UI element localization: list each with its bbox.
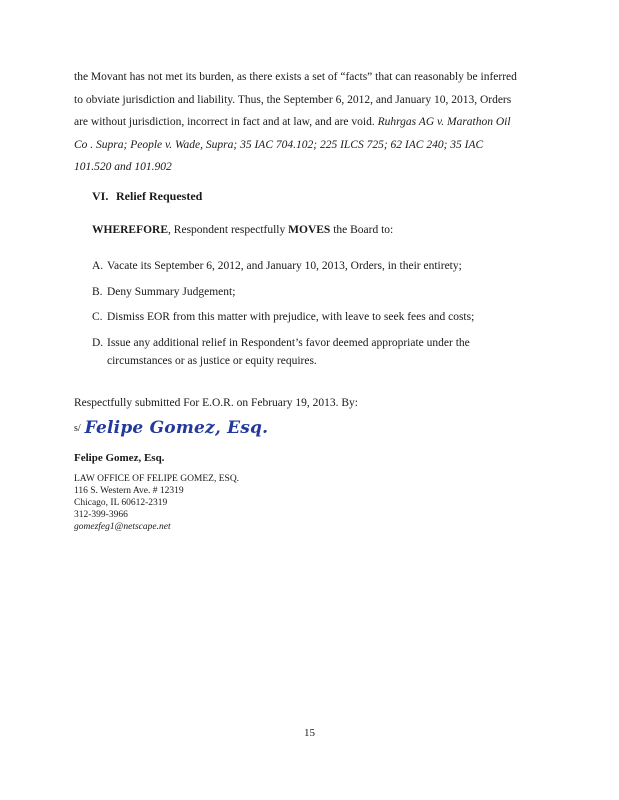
paragraph-line: are without jurisdiction, incorrect in fact and at law, and are void. Ruhrgas AG v. Marathon Oil [74,116,511,128]
email-address: gomezfeg1@netscape.net [74,522,171,532]
address-line: 116 S. Western Ave. # 12319 [74,486,184,496]
phone-number: 312-399-3966 [74,510,128,520]
paragraph-line: the Movant has not met its burden, as there exists a set of “facts” that can reasonably be inferred [74,71,517,83]
signature-prefix: s/ [74,422,81,434]
relief-item [92,334,512,370]
submission-line: Respectfully submitted For E.O.R. on February 19, 2013. By: [74,397,358,409]
relief-item-text: Dismiss EOR from this matter with prejudice, with leave to seek fees and costs; [107,311,475,323]
relief-item [92,308,512,326]
paragraph-line: to obviate jurisdiction and liability. Thus, the September 6, 2012, and January 10, 2013, Orders [74,93,512,106]
relief-item-text: Deny Summary Judgement; [107,286,236,298]
case-citation: Ruhrgas AG v. Marathon Oil [377,116,511,128]
relief-item-text: Issue any additional relief in Respondent’s favor deemed appropriate under the circumstances or as justice or equity requires. [107,337,470,367]
citation-line: Co . Supra; People v. Wade, Supra; 35 IAC 704.102; 225 ILCS 725; 62 IAC 240; 35 IAC [74,138,484,151]
moves-verb: MOVES [288,224,331,236]
section-heading [92,189,202,204]
citation-line: 101.520 and 101.902 [74,161,172,173]
relief-item-letter: C. [92,311,103,323]
relief-item-letter: D. [92,337,104,349]
signer-name: Felipe Gomez, Esq. [74,452,165,464]
relief-item [92,283,512,301]
section-number: VI. [92,189,109,203]
wherefore-clause: WHEREFORE, Respondent respectfully MOVES the Board to: [92,224,394,236]
page-number: 15 [304,727,315,739]
address-line: Chicago, IL 60612-2319 [74,498,168,508]
relief-item-letter: A. [92,260,104,272]
relief-item-text: Vacate its September 6, 2012, and January 10, 2013, Orders, in their entirety; [107,260,462,272]
signature-line [74,418,268,442]
relief-item [92,257,512,275]
relief-item-letter: B. [92,286,103,298]
wherefore-lead: WHEREFORE [92,224,169,236]
firm-name: LAW OFFICE OF FELIPE GOMEZ, ESQ. [74,474,240,484]
signature-script: Felipe Gomez, Esq. [84,418,269,438]
section-title: Relief Requested [116,189,203,203]
opening-paragraph [74,66,544,179]
